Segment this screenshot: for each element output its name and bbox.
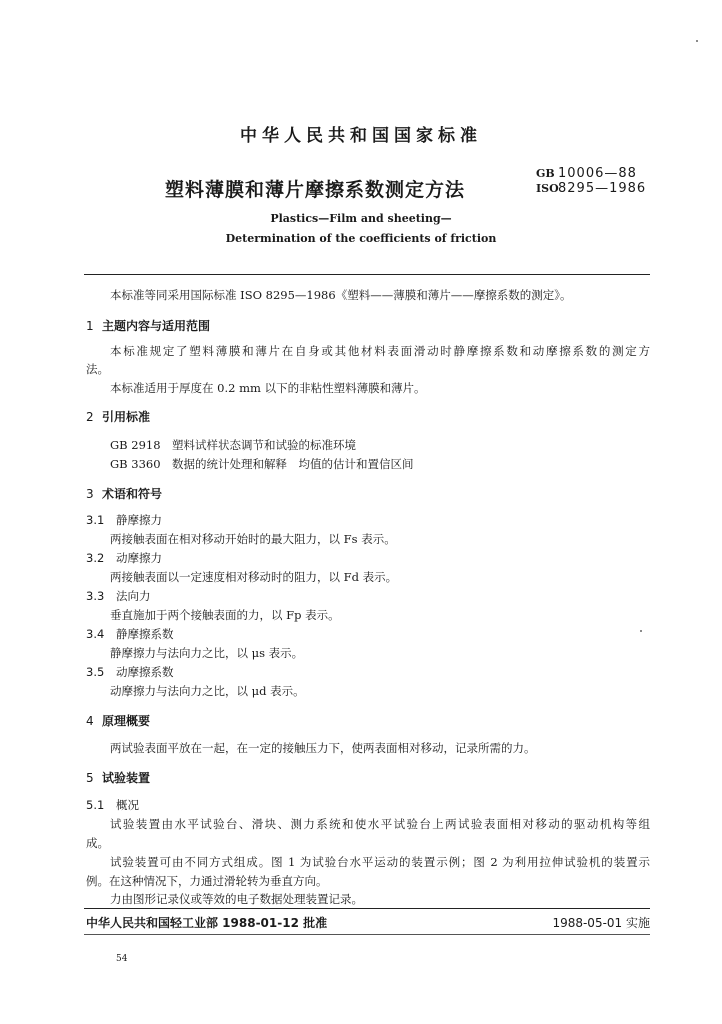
term-name: 静摩擦系数 [116, 627, 174, 641]
section-number: 1 [86, 319, 94, 333]
term-heading [86, 664, 174, 680]
reference-text: 数据的统计处理和解释 均值的估计和置信区间 [172, 457, 414, 471]
reference-text: 塑料试样状态调节和试验的标准环境 [172, 438, 356, 452]
section-5-paragraph-2-line1: 试验装置可由不同方式组成。图 1 为试验台水平运动的装置示例；图 2 为利用拉伸试验机的装置示 [110, 855, 650, 869]
subsection-number: 5.1 [86, 798, 105, 812]
term-heading [86, 550, 162, 566]
section-1-paragraph-1-line1: 本标准规定了塑料薄膜和薄片在自身或其他材料表面滑动时静摩擦系数和动摩擦系数的测定方 [110, 344, 650, 358]
standard-code-gb [536, 166, 637, 181]
reference-code: GB 2918 [110, 438, 161, 452]
section-5-paragraph-2-line2: 例。在这种情况下，力通过滑轮转为垂直方向。 [86, 874, 328, 888]
standard-code-iso [536, 181, 646, 196]
section-title: 试验装置 [102, 771, 151, 785]
reference-code: GB 3360 [110, 457, 161, 471]
code-number: 8295—1986 [558, 181, 647, 196]
section-number: 4 [86, 714, 94, 728]
code-number: 10006—88 [558, 166, 637, 181]
code-label: ISO [536, 182, 559, 195]
section-5-paragraph-1-line2: 成。 [86, 836, 109, 850]
footer-bottom-rule [84, 934, 650, 935]
section-title: 主题内容与适用范围 [102, 319, 211, 333]
national-standard-heading: 中华人民共和国国家标准 [240, 126, 482, 146]
term-number: 3.3 [86, 589, 105, 603]
section-number: 5 [86, 771, 94, 785]
section-5-paragraph-1-line1: 试验装置由水平试验台、滑块、测力系统和使水平试验台上两试验表面相对移动的驱动机构等组 [110, 817, 650, 831]
section-number: 3 [86, 487, 94, 501]
section-3-heading [86, 485, 162, 502]
term-heading [86, 626, 174, 642]
section-4-heading [86, 712, 150, 729]
scan-speck [640, 630, 642, 632]
term-number: 3.5 [86, 665, 105, 679]
term-number: 3.4 [86, 627, 105, 641]
header-rule [84, 274, 650, 275]
term-name: 静摩擦力 [116, 513, 162, 527]
document-title-cn: 塑料薄膜和薄片摩擦系数测定方法 [165, 179, 466, 201]
title-en-line2: Determination of the coefficients of friction [225, 232, 497, 245]
section-title: 原理概要 [102, 714, 151, 728]
page-number: 54 [116, 954, 128, 964]
section-2-heading [86, 408, 150, 425]
term-number: 3.1 [86, 513, 105, 527]
footer-rule [84, 908, 650, 909]
term-name: 动摩擦系数 [116, 665, 174, 679]
section-1-paragraph-2: 本标准适用于厚度在 0.2 mm 以下的非粘性塑料薄膜和薄片。 [110, 381, 426, 395]
approval-statement: 中华人民共和国轻工业部 1988-01-12 批准 [86, 916, 328, 930]
subsection-5-1-heading [86, 797, 139, 813]
term-heading [86, 512, 162, 528]
subsection-title: 概况 [116, 798, 139, 812]
section-1-paragraph-1-line2: 法。 [86, 362, 109, 376]
section-title: 引用标准 [102, 410, 151, 424]
section-number: 2 [86, 410, 94, 424]
title-en-line1: Plastics—Film and sheeting— [270, 212, 452, 225]
implementation-date: 1988-05-01 实施 [552, 916, 650, 930]
section-title: 术语和符号 [102, 487, 163, 501]
term-definition: 动摩擦力与法向力之比，以 μd 表示。 [110, 684, 305, 698]
term-definition: 两接触表面在相对移动开始时的最大阻力，以 Fs 表示。 [110, 532, 396, 546]
term-number: 3.2 [86, 551, 105, 565]
section-5-paragraph-3: 力由图形记录仪或等效的电子数据处理装置记录。 [110, 892, 363, 906]
section-4-paragraph: 两试验表面平放在一起，在一定的接触压力下，使两表面相对移动，记录所需的力。 [110, 741, 536, 755]
section-1-heading [86, 317, 210, 334]
reference-item [110, 456, 414, 472]
term-name: 动摩擦力 [116, 551, 162, 565]
section-5-heading [86, 769, 150, 786]
term-name: 法向力 [116, 589, 151, 603]
reference-item [110, 437, 356, 453]
code-label: GB [536, 167, 555, 180]
scan-speck [696, 40, 698, 42]
term-definition: 垂直施加于两个接触表面的力，以 Fp 表示。 [110, 608, 340, 622]
intro-paragraph: 本标准等同采用国际标准 ISO 8295—1986《塑料——薄膜和薄片——摩擦系数的测定》。 [110, 288, 572, 302]
term-definition: 静摩擦力与法向力之比，以 μs 表示。 [110, 646, 304, 660]
term-heading [86, 588, 151, 604]
term-definition: 两接触表面以一定速度相对移动时的阻力，以 Fd 表示。 [110, 570, 398, 584]
